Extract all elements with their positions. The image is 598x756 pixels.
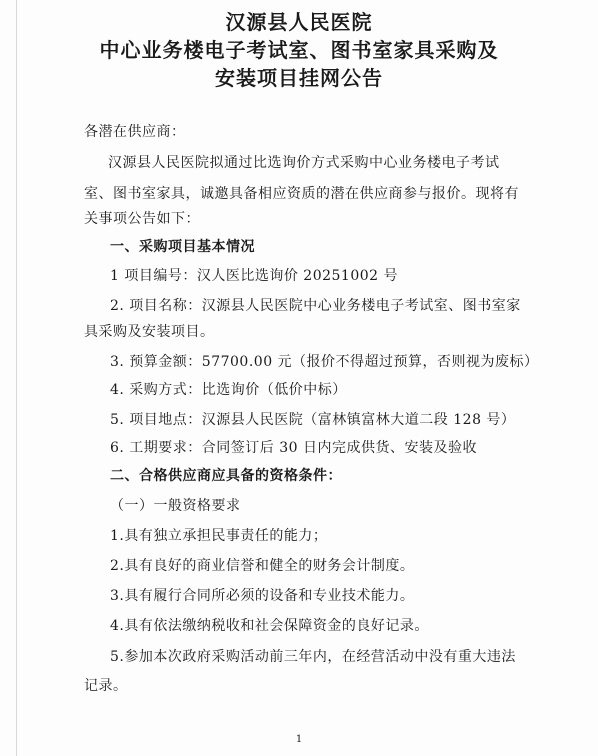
item-location: 5. 项目地点：汉源县人民医院（富林镇富林大道二段 128 号） xyxy=(110,412,516,428)
item-project-name-line1: 2. 项目名称：汉源县人民医院中心业务楼电子考试室、图书室家 xyxy=(110,298,521,314)
requirement-4: 4.具有依法缴纳税收和社会保障资金的良好记录。 xyxy=(110,618,429,634)
title-hospital: 汉源县人民医院 xyxy=(225,10,373,34)
title-project-line1: 中心业务楼电子考试室、图书室家具采购及 xyxy=(99,38,499,62)
requirement-1: 1.具有独立承担民事责任的能力； xyxy=(110,528,328,544)
requirement-5-line2: 记录。 xyxy=(84,678,128,694)
item-project-name-line2: 具采购及安装项目。 xyxy=(84,324,215,340)
page-number: 1 xyxy=(295,734,303,745)
intro-line-2: 室、图书室家具，诚邀具备相应资质的潜在供应商参与报价。现将有 xyxy=(84,186,519,202)
greeting: 各潜在供应商： xyxy=(84,124,186,140)
section1-heading: 一、采购项目基本情况 xyxy=(110,239,255,255)
requirement-5-line1: 5.参加本次政府采购活动前三年内，在经营活动中没有重大违法 xyxy=(110,649,516,665)
section2-heading: 二、合格供应商应具备的资格条件： xyxy=(110,468,342,484)
item-schedule: 6. 工期要求：合同签订后 30 日内完成供货、安装及验收 xyxy=(110,440,478,456)
item-project-number: 1 项目编号：汉人医比选询价 20251002 号 xyxy=(110,268,399,284)
item-budget: 3. 预算金额：57700.00 元（报价不得超过预算，否则视为废标） xyxy=(110,354,539,370)
item-method: 4. 采购方式：比选询价（低价中标） xyxy=(110,382,347,398)
title-project-line2: 安装项目挂网公告 xyxy=(215,66,383,90)
intro-line-1: 汉源县人民医院拟通过比选询价方式采购中心业务楼电子考试 xyxy=(108,155,500,171)
requirement-3: 3.具有履行合同所必须的设备和专业技术能力。 xyxy=(110,588,415,604)
section2-subheading: （一）一般资格要求 xyxy=(110,498,241,514)
requirement-2: 2.具有良好的商业信誉和健全的财务会计制度。 xyxy=(110,558,415,574)
intro-line-3: 关事项公告如下： xyxy=(84,211,200,227)
